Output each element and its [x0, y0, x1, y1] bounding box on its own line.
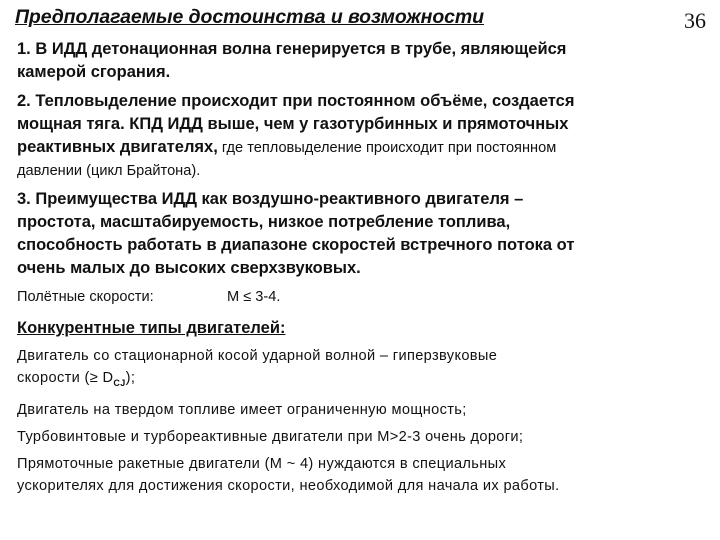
slide-title: Предполагаемые достоинства и возможности	[15, 6, 484, 28]
point-3-line-1: 3. Преимущества ИДД как воздушно-реактивного двигателя –	[17, 190, 524, 208]
point-2-line-3-normal: где тепловыделение происходит при постоянном	[217, 140, 557, 156]
competitor-item-1	[17, 345, 707, 394]
point-3-line-4: очень малых до высоких сверхзвуковых.	[17, 259, 361, 277]
point-3-line-2: простота, масштабируемость, низкое потребление топлива,	[17, 213, 511, 231]
flight-speeds-value: М ≤ 3-4.	[227, 289, 281, 305]
point-3-line-3: способность работать в диапазоне скоростей встречного потока от	[17, 236, 575, 254]
competitor-item-1-prefix: скорости (≥ D	[17, 370, 114, 386]
flight-speeds-row	[17, 286, 707, 308]
point-2-line-1: 2. Тепловыделение происходит при постоянном объёме, создается	[17, 92, 575, 110]
point-1-line-2: камерой сгорания.	[17, 63, 171, 81]
slide-body	[17, 38, 707, 497]
point-2-line-4: давлении (цикл Брайтона).	[17, 163, 201, 179]
point-1	[17, 38, 707, 84]
competitor-item-4-line-1: Прямоточные ракетные двигатели (М ~ 4) нуждаются в специальных	[17, 455, 507, 472]
competitor-item-3	[17, 426, 707, 448]
point-2-line-3	[17, 136, 707, 160]
competitor-item-1-suffix: );	[125, 370, 136, 386]
point-3	[17, 188, 707, 280]
competitor-item-4-line-2: ускорителях для достижения скорости, необходимой для начала их работы.	[17, 477, 560, 494]
point-2	[17, 90, 707, 182]
competitor-item-3-line: Турбовинтовые и турбореактивные двигатели при М>2-3 очень дороги;	[17, 428, 524, 445]
point-1-line-1: 1. В ИДД детонационная волна генерируется в трубе, являющейся	[17, 40, 567, 58]
competitor-item-1-line-1: Двигатель со стационарной косой ударной волной – гиперзвуковые	[17, 348, 498, 364]
competitor-item-2	[17, 399, 707, 421]
competitor-item-1-subscript: CJ	[113, 377, 126, 388]
flight-speeds-label: Полётные скорости:	[17, 289, 154, 305]
competitor-item-4	[17, 453, 707, 497]
page-number: 36	[684, 8, 706, 33]
point-2-line-2: мощная тяга. КПД ИДД выше, чем у газотурбинных и прямоточных	[17, 115, 569, 133]
point-2-line-3-bold: реактивных двигателях,	[17, 138, 218, 156]
competitor-item-1-line-2	[17, 367, 707, 394]
competitors-heading: Конкурентные типы двигателей:	[17, 319, 286, 337]
competitor-item-2-line: Двигатель на твердом топливе имеет ограниченную мощность;	[17, 401, 467, 418]
